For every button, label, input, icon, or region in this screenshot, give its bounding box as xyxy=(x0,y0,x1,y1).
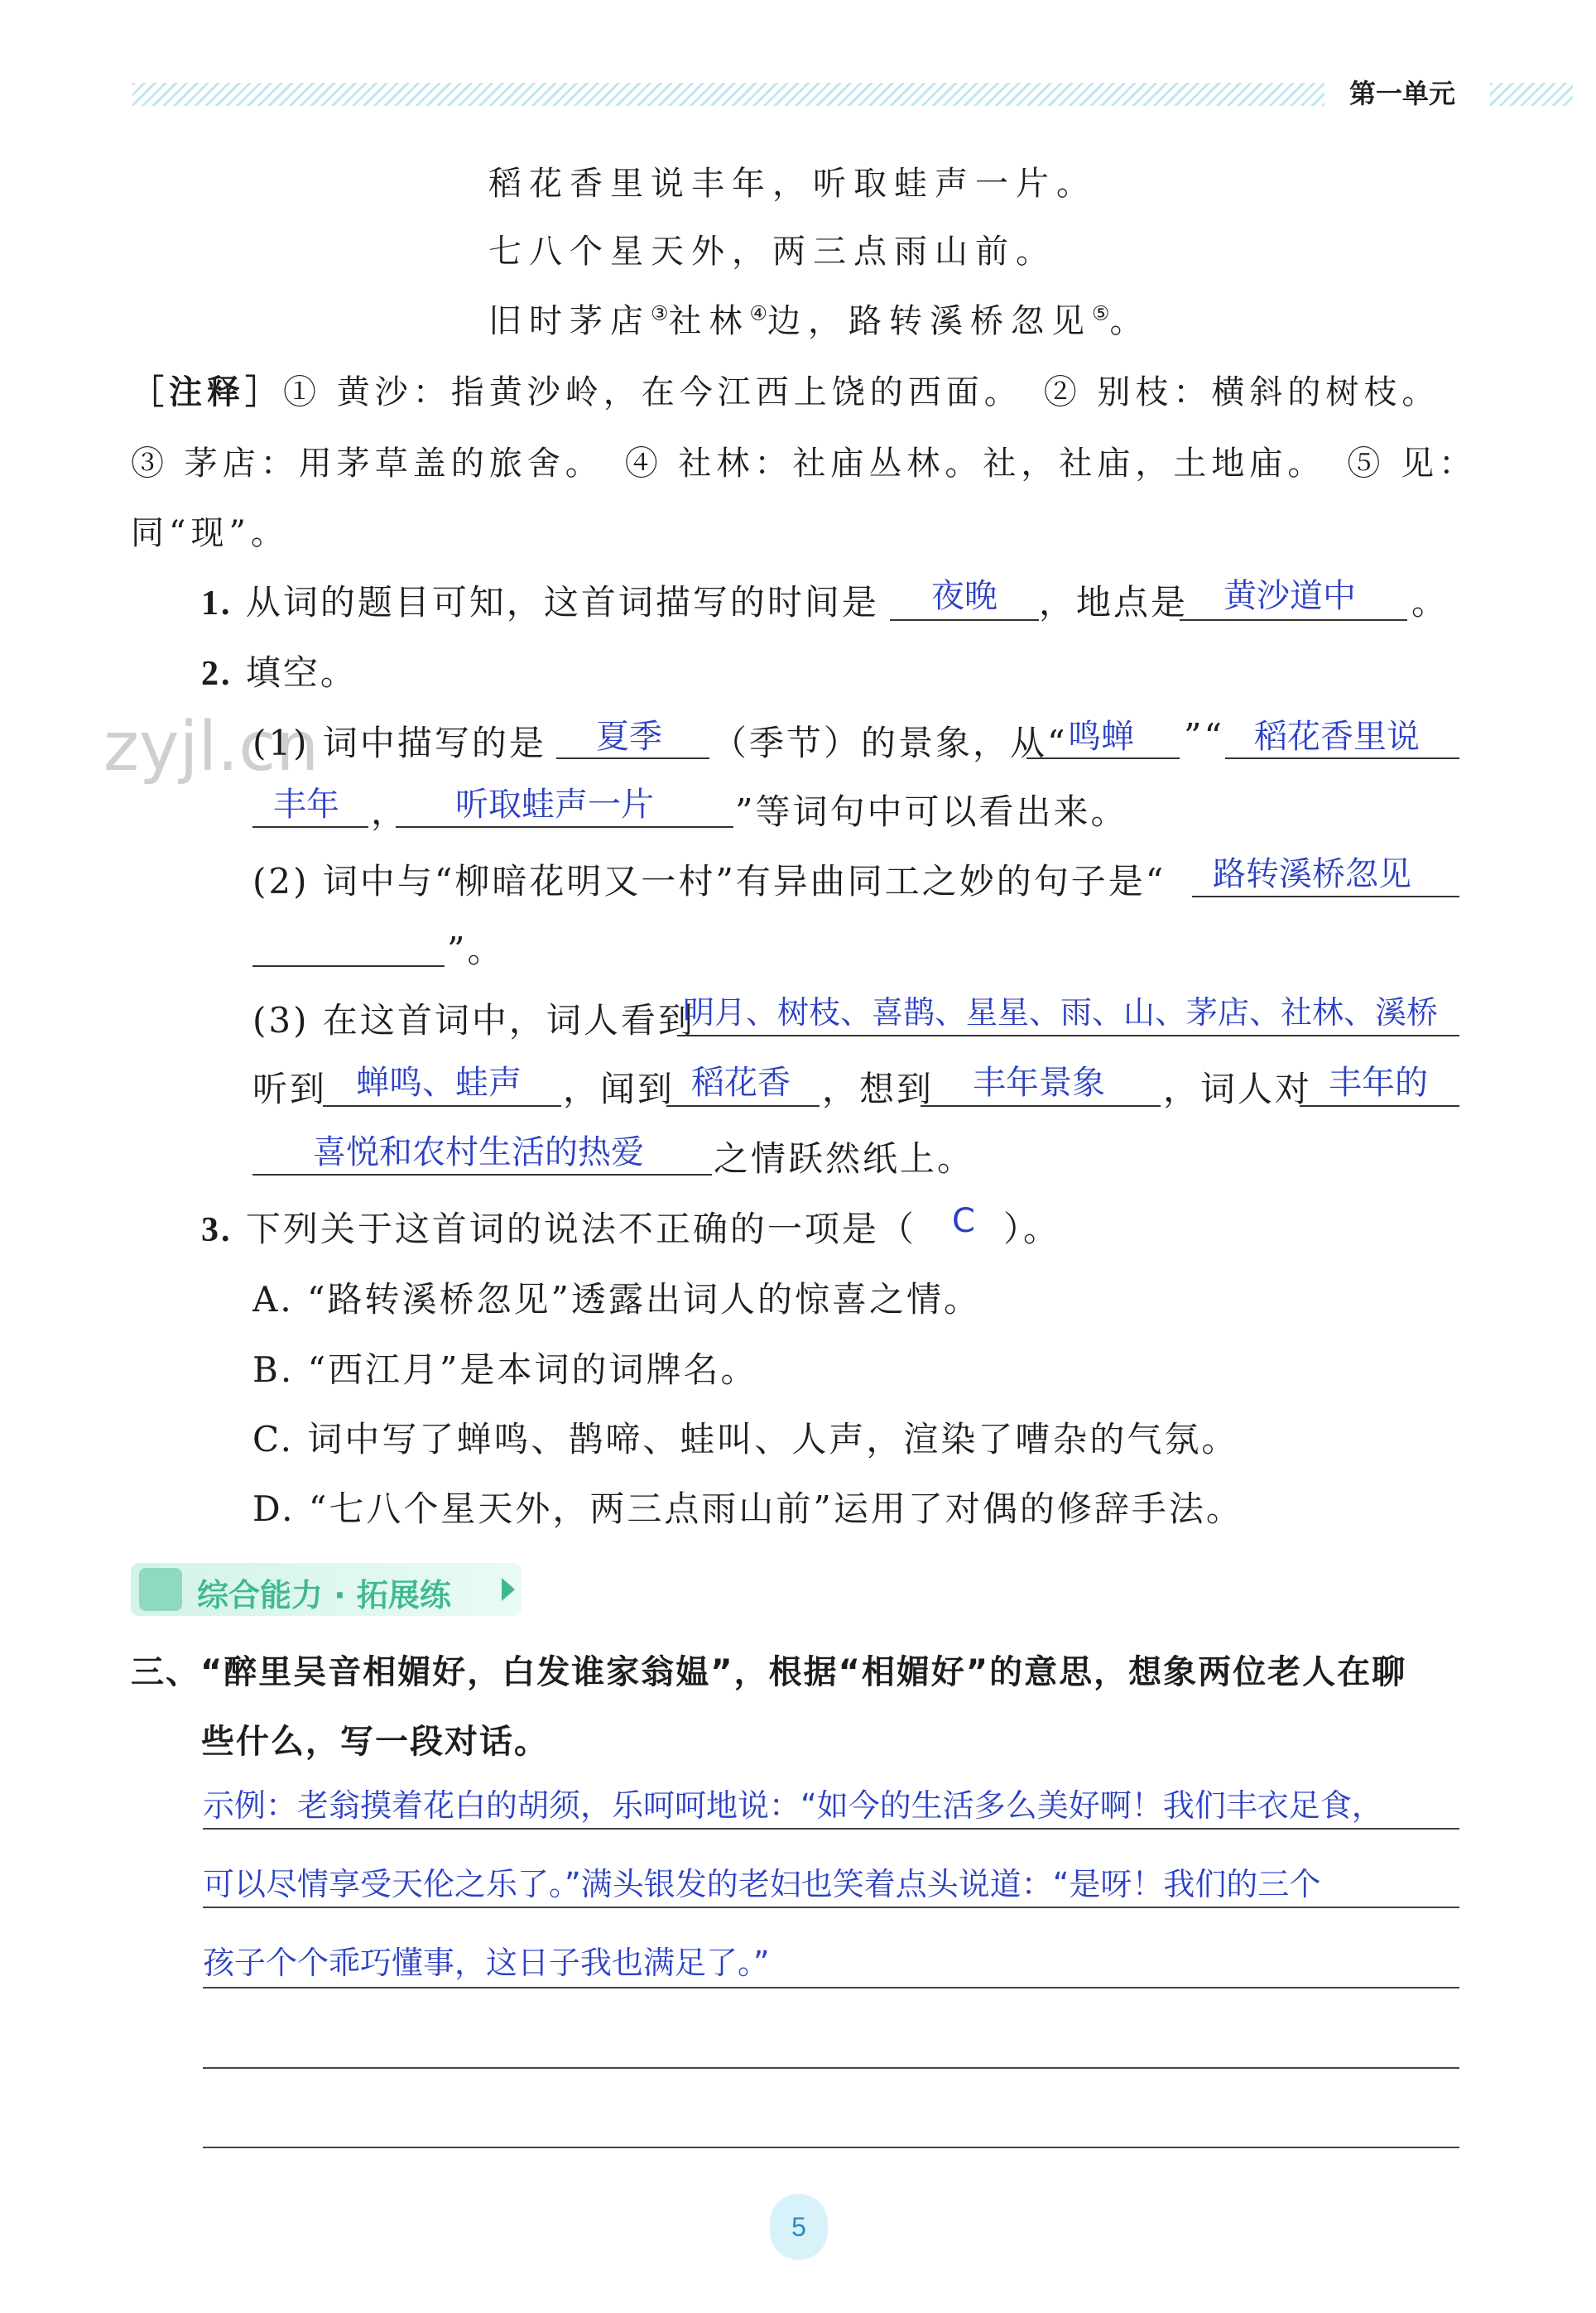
q2-part3-blank-smell[interactable] xyxy=(666,1105,820,1107)
q4-answer-line-1: 示例：老翁摸着花白的胡须，乐呵呵地说：“如今的生活多么美好啊！我们丰衣足食， xyxy=(203,1787,1383,1824)
question-1-text-c: 。 xyxy=(1411,582,1449,623)
q2-part1-text-b: （季节）的景象，从“ xyxy=(712,723,1068,763)
section-banner-label: 综合能力 · 拓展练 xyxy=(197,1577,451,1613)
q2-part3-text-b: 听到 xyxy=(252,1069,328,1109)
answer-rule-3[interactable] xyxy=(203,1987,1459,1988)
q1-blank-time[interactable] xyxy=(890,619,1039,621)
poem-line-3-c: 边，路转溪桥忽见 xyxy=(767,302,1093,340)
q2-part1-text-a: (1) 词中描写的是 xyxy=(252,723,546,763)
question-3-number: 3. xyxy=(201,1211,233,1249)
poem-line-3 xyxy=(488,295,1151,342)
q1-answer-place: 黄沙道中 xyxy=(1223,577,1356,615)
notes-line-2: ③ 茅店：用茅草盖的旅舍。 ④ 社林：社庙丛林。社，社庙，土地庙。 ⑤ 见： xyxy=(131,445,1478,483)
notes-line-1 xyxy=(131,366,1440,413)
q2-part3-text-d: ，想到 xyxy=(822,1069,935,1109)
question-4-line-1: 三、“醉里吴音相媚好，白发谁家翁媪”，根据“相媚好”的意思，想象两位老人在聊 xyxy=(131,1653,1407,1691)
question-1 xyxy=(201,575,879,625)
answer-rule-2[interactable] xyxy=(203,1907,1459,1908)
q2-part3-answer-think: 丰年景象 xyxy=(973,1064,1105,1102)
q2-part3-text-c: ，闻到 xyxy=(563,1069,675,1109)
notes-label: ［注释］ xyxy=(131,373,283,411)
question-3-text-a: 下列关于这首词的说法不正确的一项是（ xyxy=(245,1209,916,1249)
q1-answer-time: 夜晚 xyxy=(931,577,997,615)
q2-part3-blank-think[interactable] xyxy=(921,1105,1161,1107)
q2-part1-answer-b1: 稻花香里说 xyxy=(1254,718,1420,756)
q3-option-c[interactable]: C. 词中写了蝉鸣、鹊啼、蛙叫、人声，渲染了嘈杂的气氛。 xyxy=(252,1419,1239,1459)
q2-part1-blank-b-cont[interactable] xyxy=(252,826,368,828)
q2-part1-blank-season[interactable] xyxy=(556,757,709,759)
q2-part3-blank-see[interactable] xyxy=(677,1035,1459,1036)
q2-part3-answer-smell: 稻花香 xyxy=(691,1064,791,1102)
question-1-text-a: 从词的题目可知，这首词描写的时间是 xyxy=(245,582,879,623)
question-2 xyxy=(201,646,358,695)
answer-rule-5[interactable] xyxy=(203,2147,1459,2148)
q3-option-b[interactable]: B. “西江月”是本词的词牌名。 xyxy=(252,1349,758,1390)
q2-part2-text-a: (2) 词中与“柳暗花明又一村”有异曲同工之妙的句子是“ xyxy=(252,861,1166,902)
notes-line-3: 同“现”。 xyxy=(131,514,289,552)
q2-part1-text-e: ”等词句中可以看出来。 xyxy=(735,791,1128,832)
q2-part1-text-d: ， xyxy=(371,791,409,832)
q2-part3-blank-hear[interactable] xyxy=(323,1105,561,1107)
q2-part1-blank-c[interactable] xyxy=(396,826,733,828)
q3-option-a[interactable]: A. “路转溪桥忽见”透露出词人的惊喜之情。 xyxy=(252,1279,981,1320)
poem-line-3-d: 。 xyxy=(1109,302,1151,340)
q2-part3-blank-toward-cont[interactable] xyxy=(252,1174,712,1176)
notebook-icon xyxy=(139,1568,182,1611)
q2-part1-text-c: ”“ xyxy=(1184,716,1224,757)
question-3 xyxy=(201,1202,916,1252)
q4-answer-line-2: 可以尽情享受天伦之乐了。”满头银发的老妇也笑着点头说道：“是呀！我们的三个 xyxy=(203,1866,1321,1902)
question-3-text-b: ）。 xyxy=(1003,1209,1061,1249)
q2-part3-answer-toward-1: 丰年的 xyxy=(1329,1064,1428,1102)
poem-line-3-a: 旧时茅店 xyxy=(488,302,651,340)
question-2-title: 填空。 xyxy=(245,652,358,693)
q2-part3-answer-see: 明月、树枝、喜鹊、星星、雨、山、茅店、社林、溪桥 xyxy=(683,994,1439,1031)
answer-rule-1[interactable] xyxy=(203,1828,1459,1830)
footnote-3-marker: ③ xyxy=(651,301,669,325)
q3-option-d[interactable]: D. “七八个星天外，两三点雨山前”运用了对偶的修辞手法。 xyxy=(252,1488,1243,1529)
watermark: zyjl.cn xyxy=(103,708,320,786)
poem-line-2: 七八个星天外，两三点雨山前。 xyxy=(488,233,1056,271)
arrow-right-icon xyxy=(502,1578,515,1601)
q2-part1-blank-a[interactable] xyxy=(1026,757,1180,759)
q2-part2-blank-cont[interactable] xyxy=(252,965,445,967)
answer-rule-4[interactable] xyxy=(203,2067,1459,2069)
q2-part2-answer: 路转溪桥忽见 xyxy=(1213,855,1411,893)
footnote-4-marker: ④ xyxy=(749,301,768,325)
q1-blank-place[interactable] xyxy=(1180,619,1407,621)
section-banner xyxy=(131,1563,522,1616)
q2-part3-text-a: (3) 在这首词中，词人看到 xyxy=(252,1000,695,1041)
q4-answer-line-3: 孩子个个乖巧懂事，这日子我也满足了。” xyxy=(203,1945,770,1981)
q2-part1-answer-season: 夏季 xyxy=(596,718,662,756)
question-4-line-2: 些什么，写一段对话。 xyxy=(201,1723,549,1761)
q2-part3-text-f: 之情跃然纸上。 xyxy=(714,1138,975,1179)
q2-part1-answer-a: 鸣蝉 xyxy=(1068,718,1134,756)
question-1-text-b: ，地点是 xyxy=(1039,582,1189,623)
q2-part3-text-e: ，词人对 xyxy=(1163,1069,1313,1109)
page-number: 5 xyxy=(770,2194,828,2260)
poem-line-3-b: 社林 xyxy=(668,302,750,340)
question-1-number: 1. xyxy=(201,584,233,623)
header-stripe-right xyxy=(1490,83,1573,106)
question-2-number: 2. xyxy=(201,655,233,693)
q2-part3-blank-toward[interactable] xyxy=(1300,1105,1459,1107)
unit-title: 第一单元 xyxy=(1349,78,1456,109)
q2-part1-answer-b2: 丰年 xyxy=(273,786,339,824)
q2-part3-answer-toward-2: 喜悦和农村生活的热爱 xyxy=(313,1133,644,1171)
notes-text-1: ① 黄沙：指黄沙岭，在今江西上饶的西面。 ② 别枝：横斜的树枝。 xyxy=(283,373,1440,411)
q2-part1-answer-c: 听取蛙声一片 xyxy=(455,786,654,824)
poem-line-1: 稻花香里说丰年，听取蛙声一片。 xyxy=(488,165,1097,203)
q2-part2-text-b: ”。 xyxy=(447,930,505,970)
header-stripe-left xyxy=(132,83,1324,106)
q2-part3-answer-hear: 蝉鸣、蛙声 xyxy=(356,1064,522,1102)
footnote-5-marker: ⑤ xyxy=(1092,301,1110,325)
q2-part2-blank[interactable] xyxy=(1192,896,1459,897)
q3-answer: C xyxy=(952,1202,975,1240)
q2-part1-blank-b[interactable] xyxy=(1225,757,1459,759)
